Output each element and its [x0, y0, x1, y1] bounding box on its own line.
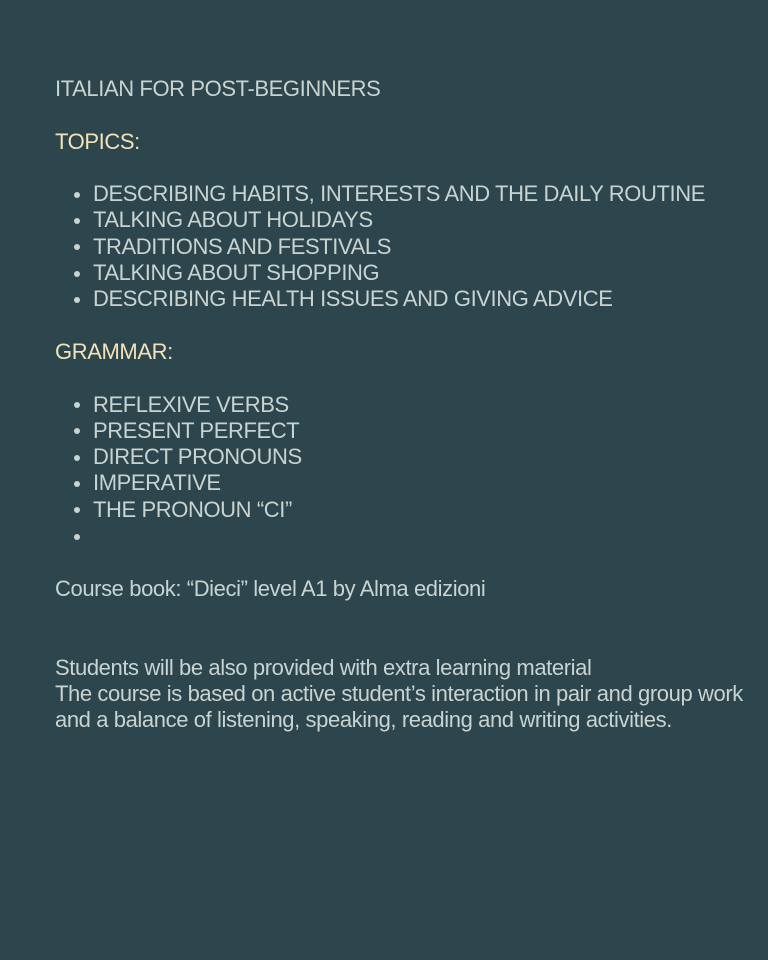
grammar-heading: GRAMMAR:	[55, 338, 173, 364]
topics-list	[55, 181, 768, 312]
list-item	[55, 497, 768, 523]
topics-heading: TOPICS:	[55, 128, 140, 154]
course-notes	[55, 655, 768, 734]
list-item	[55, 392, 768, 418]
grammar-label: IMPERATIVE	[93, 470, 221, 496]
bullet-icon	[74, 297, 80, 303]
grammar-list	[55, 392, 768, 550]
bullet-icon	[74, 507, 80, 513]
grammar-label: THE PRONOUN “CI”	[93, 496, 292, 522]
topic-label: DESCRIBING HABITS, INTERESTS AND THE DAILY ROUTINE	[93, 181, 706, 207]
bullet-icon	[74, 402, 80, 408]
topic-label: TALKING ABOUT SHOPPING	[93, 260, 380, 286]
bullet-icon	[74, 271, 80, 277]
notes-line-2: The course is based on active student’s interaction in pair and group work and a balance of listening, speaking, reading and writing activities.	[55, 680, 743, 733]
grammar-label: REFLEXIVE VERBS	[93, 391, 289, 417]
grammar-label: PRESENT PERFECT	[93, 417, 300, 443]
list-item	[55, 286, 768, 312]
list-item	[55, 207, 768, 233]
notes-line-1: Students will be also provided with extra learning material	[55, 654, 592, 680]
bullet-icon	[74, 192, 80, 198]
bullet-icon	[74, 455, 80, 461]
course-book-line: Course book: “Dieci” level A1 by Alma edizioni	[55, 575, 486, 601]
topic-label: TALKING ABOUT HOLIDAYS	[93, 207, 373, 233]
list-item	[55, 181, 768, 207]
list-item	[55, 523, 768, 549]
grammar-label: DIRECT PRONOUNS	[93, 444, 302, 470]
bullet-icon	[74, 244, 80, 250]
list-item	[55, 418, 768, 444]
list-item	[55, 234, 768, 260]
list-item	[55, 444, 768, 470]
bullet-icon	[74, 534, 80, 540]
topic-label: DESCRIBING HEALTH ISSUES AND GIVING ADVICE	[93, 286, 613, 312]
bullet-icon	[74, 481, 80, 487]
topic-label: TRADITIONS AND FESTIVALS	[93, 233, 392, 259]
bullet-icon	[74, 218, 80, 224]
bullet-icon	[74, 428, 80, 434]
page-title: ITALIAN FOR POST-BEGINNERS	[55, 76, 381, 101]
list-item	[55, 470, 768, 496]
list-item	[55, 260, 768, 286]
